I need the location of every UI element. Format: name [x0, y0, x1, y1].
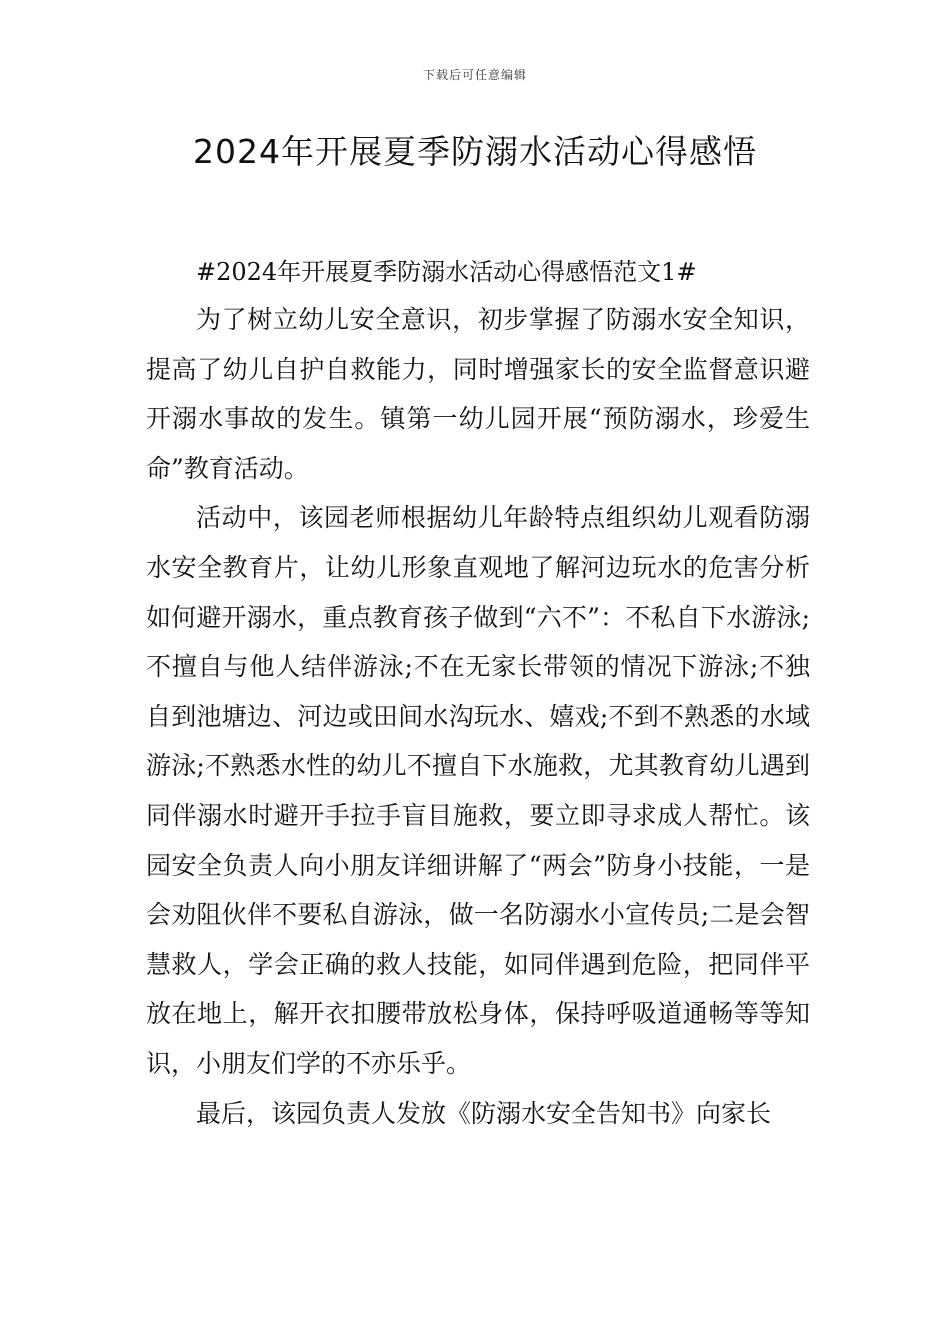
- section-heading: #2024年开展夏季防溺水活动心得感悟范文1#: [196, 258, 697, 286]
- header-note: 下载后可任意编辑: [422, 68, 527, 82]
- document-body: [146, 250, 810, 1138]
- paragraph-2: 活动中，该园老师根据幼儿年龄特点组织幼儿观看防溺水安全教育片，让幼儿形象直观地了解河边玩水的危害分析如何避开溺水，重点教育孩子做到“六不”：不私自下水游泳;不擅自与他人结伴游泳;不在无家长带领的情况下游泳;不独自到池塘边、河边或田间水沟玩水、嬉戏;不到不熟悉的水域游泳;不熟悉水性的幼儿不擅自下水施救，尤其教育幼儿遇到同伴溺水时避开手拉手盲目施救，要立即寻求成人帮忙。该园安全负责人向小朋友详细讲解了“两会”防身小技能，一是会劝阻伙伴不要私自游泳，做一名防溺水小宣传员;二是会智慧救人，学会正确的救人技能，如同伴遇到危险，把同伴平放在地上，解开衣扣腰带放松身体，保持呼吸道通畅等等知识，小朋友们学的不亦乐乎。: [146, 503, 810, 1078]
- paragraph-1: 为了树立幼儿安全意识，初步掌握了防溺水安全知识，提高了幼儿自护自救能力，同时增强家长的安全监督意识避开溺水事故的发生。镇第一幼儿园开展“预防溺水，珍爱生命”教育活动。: [146, 305, 810, 483]
- document-title: 2024年开展夏季防溺水活动心得感悟: [193, 132, 757, 171]
- paragraph-3: 最后，该园负责人发放《防溺水安全告知书》向家长: [196, 1098, 772, 1128]
